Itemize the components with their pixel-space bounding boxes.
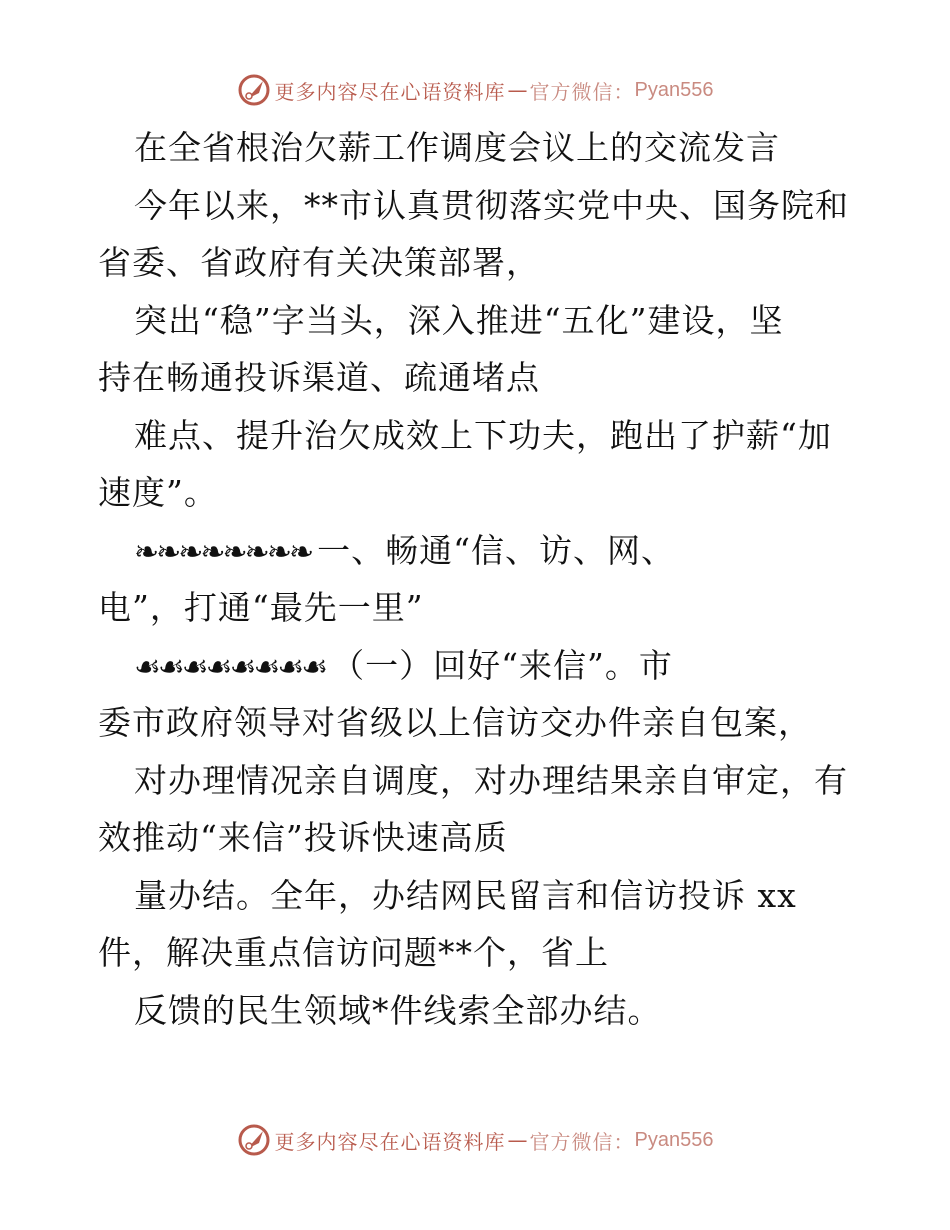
quill-logo-icon [237,73,271,107]
watermark-text: 更多内容尽在心语资料库 [274,79,506,104]
paragraph-line: 难点、提升治欠成效上下功夫，跑出了护薪“加 [134,416,832,455]
paragraph-line: 今年以来，**市认真贯彻落实党中央、国务院和 [134,186,849,225]
watermark-label: 官方微信： [529,79,635,104]
section-heading-line [134,529,894,575]
watermark-wechat-id: Pyan556 [634,1128,714,1151]
header-watermark [0,70,950,110]
section-heading-text: 一、畅通“信、访、网、 [317,531,675,570]
watermark-label: 官方微信： [529,1129,635,1154]
watermark-dash: — [507,78,528,102]
paragraph-line: 量办结。全年，办结网民留言和信访投诉 xx [134,876,797,915]
ornament-icon: ❧❧❧❧❧❧❧❧ [134,535,312,570]
section-heading-line: 电”，打通“最先一里” [98,588,424,627]
watermark-dash: — [507,1128,528,1152]
ornament-icon: ☙☙☙☙☙☙☙☙ [134,650,326,685]
paragraph-line: 效推动“来信”投诉快速高质 [98,818,508,857]
paragraph-line: 持在畅通投诉渠道、疏通堵点 [98,358,540,397]
paragraph-line: 速度”。 [98,473,218,512]
quill-logo-icon [237,1123,271,1157]
subsection-heading-text: （一）回好“来信”。市 [331,646,673,685]
paragraph-line: 委市政府领导对省级以上信访交办件亲自包案， [98,703,812,742]
footer-watermark [0,1120,950,1160]
watermark-wechat-id: Pyan556 [634,78,714,101]
subsection-heading-line [134,644,894,690]
document-title: 在全省根治欠薪工作调度会议上的交流发言 [134,128,780,167]
paragraph-line: 突出“稳”字当头，深入推进“五化”建设，坚 [134,301,784,340]
paragraph-line: 反馈的民生领域*件线索全部办结。 [134,991,662,1030]
watermark-text: 更多内容尽在心语资料库 [274,1129,506,1154]
paragraph-line: 省委、省政府有关决策部署， [98,243,540,282]
paragraph-line: 对办理情况亲自调度，对办理结果亲自审定，有 [134,761,848,800]
paragraph-line: 件，解决重点信访问题**个，省上 [98,933,609,972]
